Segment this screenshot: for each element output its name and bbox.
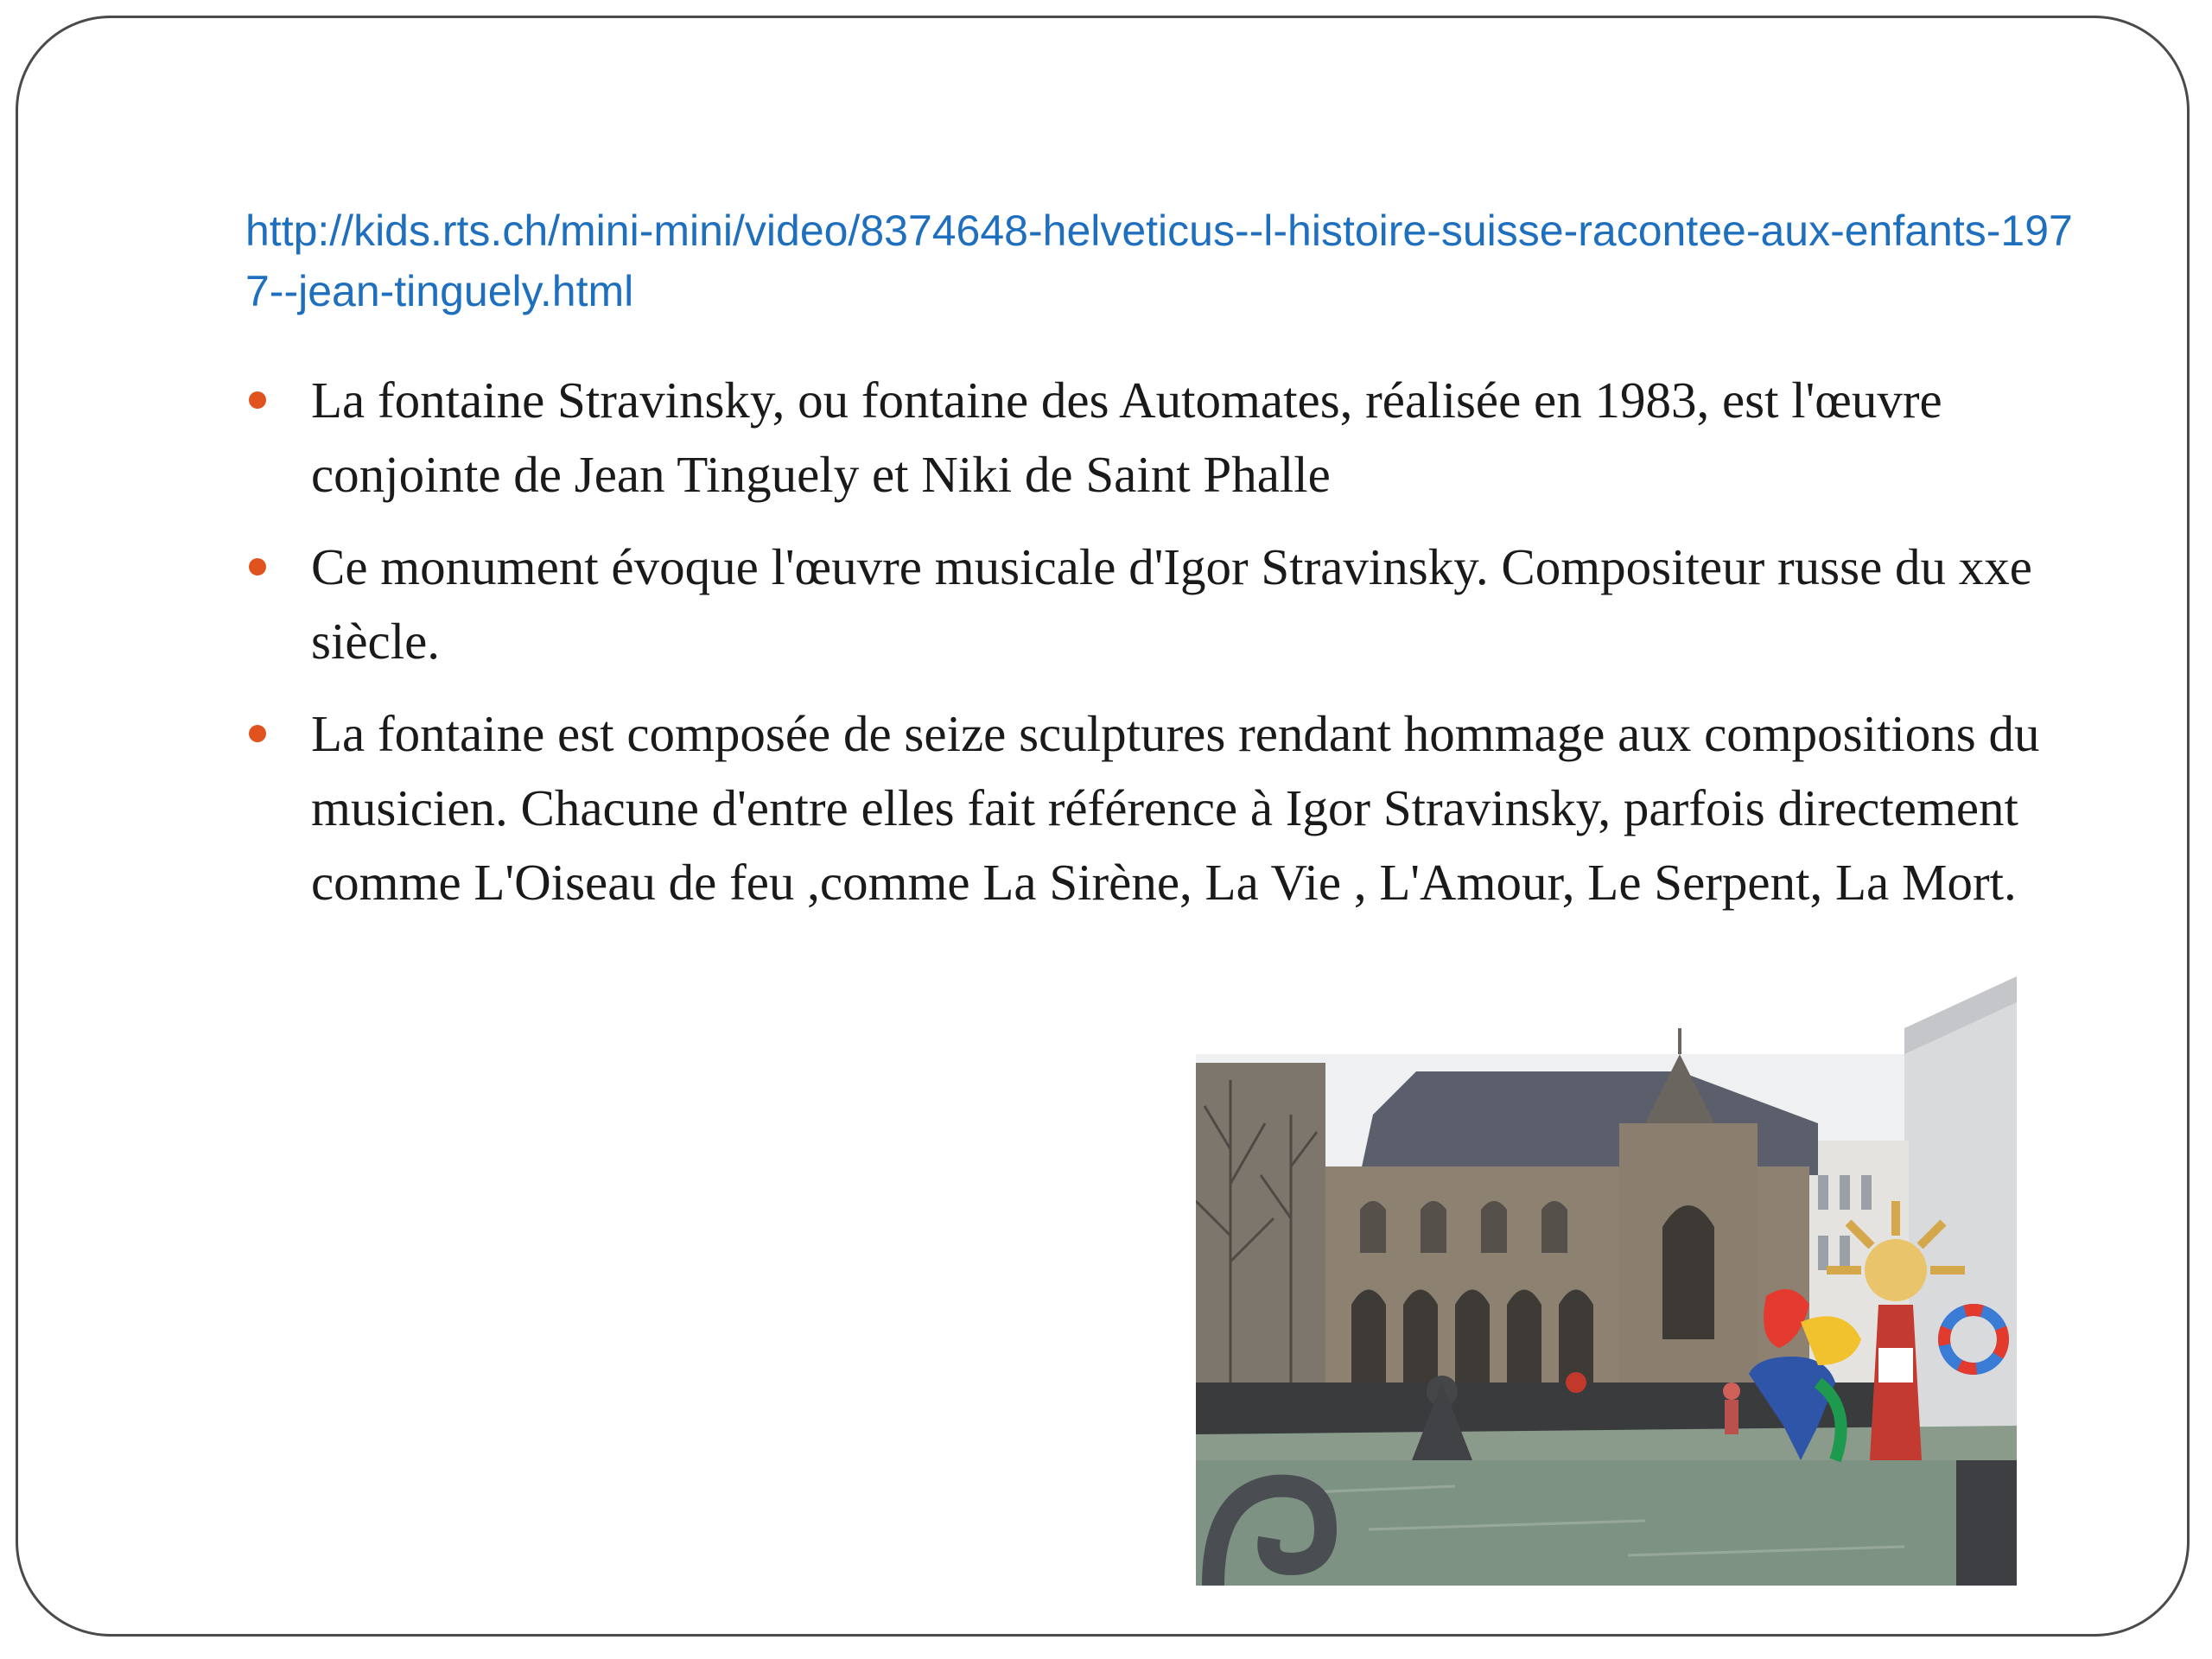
bullet-item bbox=[245, 363, 2086, 512]
bullet-item bbox=[245, 696, 2086, 919]
bullet-item bbox=[245, 530, 2086, 678]
video-link[interactable]: http://kids.rts.ch/mini-mini/video/8374648-helveticus--l-histoire-suisse-racontee-aux-enfants-1977--jean-tinguely.html bbox=[245, 207, 2073, 315]
stravinsky-fountain-photo bbox=[1196, 976, 2017, 1586]
bullet-text: La fontaine est composée de seize sculptures rendant hommage aux compositions du musicien. Chacune d'entre elles fait référence à Igor Stravinsky, parfois directement comme L'Oiseau de feu ,comme La Sirène, La Vie , L'Amour, Le Serpent, La Mort. bbox=[311, 705, 2040, 911]
bullet-dot-icon bbox=[249, 391, 266, 409]
bullet-list bbox=[245, 363, 2086, 938]
bullet-dot-icon bbox=[249, 725, 266, 742]
bullet-text: La fontaine Stravinsky, ou fontaine des Automates, réalisée en 1983, est l'œuvre conjointe de Jean Tinguely et Niki de Saint Phalle bbox=[311, 372, 1942, 503]
bullet-text: Ce monument évoque l'œuvre musicale d'Igor Stravinsky. Compositeur russe du xxe siècle. bbox=[311, 538, 2032, 670]
fountain-illustration bbox=[1196, 976, 2017, 1586]
bullet-dot-icon bbox=[249, 558, 266, 575]
